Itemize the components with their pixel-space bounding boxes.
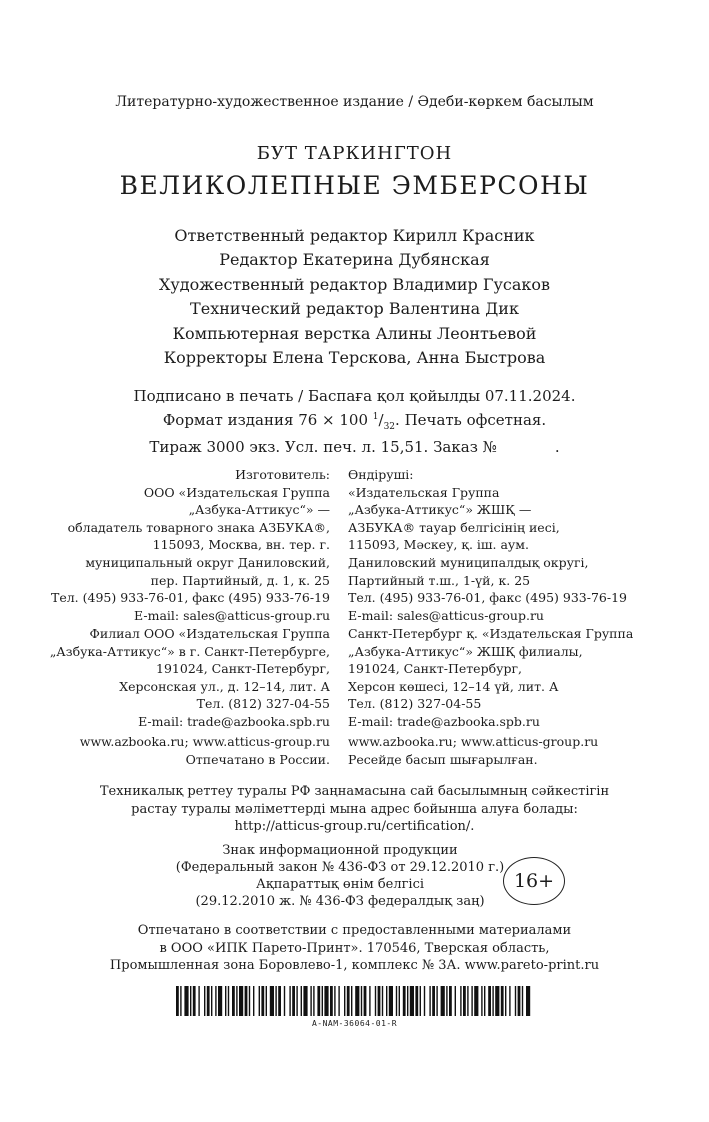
- barcode-bar: [317, 986, 320, 1016]
- barcode-bar: [275, 986, 276, 1016]
- barcode-bar: [184, 986, 188, 1016]
- barcode-bar: [492, 986, 493, 1016]
- branch-kz-line: 191024, Санкт-Петербург,: [348, 661, 522, 677]
- barcode-bar: [386, 986, 387, 1016]
- credit-line: Ответственный редактор Кирилл Красник: [174, 226, 535, 245]
- credit-line: Художественный редактор Владимир Гусаков: [158, 274, 551, 294]
- barcode-bar: [211, 986, 212, 1016]
- manufacturer-ru-line: 115093, Москва, вн. тер. г.: [152, 537, 330, 553]
- barcode-bar: [351, 986, 352, 1016]
- credits-list: [0, 224, 709, 370]
- branch-kz-line: Херсон көшесі, 12–14 үй, лит. А: [348, 678, 559, 694]
- barcode-bar: [334, 986, 335, 1016]
- barcode-bar: [225, 986, 226, 1016]
- barcode-bar: [463, 986, 466, 1016]
- printed-by-line: Промышленная зона Боровлево-1, комплекс № 3А. www.pareto-print.ru: [109, 958, 600, 973]
- branch-kz-line: Тел. (812) 327-04-55: [348, 696, 482, 712]
- info-sign-line: (29.12.2010 ж. № 436-ФЗ федералдық заң): [195, 894, 485, 909]
- tirage-line: Тираж 3000 экз. Усл. печ. л. 15,51. Заказ № .: [149, 438, 560, 456]
- barcode-bar: [526, 986, 530, 1016]
- barcode-bar: [228, 986, 229, 1016]
- barcode: [176, 986, 531, 1016]
- branch-ru-line: Филиал ООО «Издательская Группа: [89, 626, 330, 641]
- format-numerator: 1: [372, 411, 379, 422]
- manufacturer-kz-line: Тел. (495) 933-76-01, факс (495) 933-76-19: [348, 590, 627, 606]
- barcode-bar: [474, 986, 478, 1016]
- branch-kz-line: Санкт-Петербург қ. «Издательская Группа: [348, 626, 634, 641]
- manufacturer-kz-line: Партийный т.ш., 1-үй, к. 25: [348, 572, 531, 588]
- branch-kz: [348, 625, 633, 731]
- manufacturer-kz: [348, 466, 627, 624]
- barcode-bar: [266, 986, 267, 1016]
- barcode-bar: [446, 986, 447, 1016]
- barcode-bar: [403, 986, 406, 1016]
- printed-by-line: Отпечатано в соответствии с предоставленными материалами: [137, 923, 572, 938]
- barcode-bar: [261, 986, 264, 1016]
- barcode-bar: [236, 986, 237, 1016]
- barcode-bar: [441, 986, 445, 1016]
- publication-info: [0, 386, 709, 458]
- info-sign-line: Знак информационной продукции: [222, 843, 458, 858]
- barcode-bar: [344, 986, 345, 1016]
- barcode-bar: [253, 986, 254, 1016]
- barcode-bar: [410, 986, 414, 1016]
- book-author: БУТ ТАРКИНГТОН: [256, 143, 453, 164]
- barcode-bar: [364, 986, 367, 1016]
- credit-line: Корректоры Елена Терскова, Анна Быстрова: [163, 348, 546, 368]
- web-ru: [80, 733, 330, 768]
- branch-ru-line: „Азбука-Аттикус“» в г. Санкт-Петербурге,: [49, 643, 330, 659]
- barcode-bar: [259, 986, 260, 1016]
- web-kz-line: Ресейде басып шығарылған.: [348, 751, 538, 767]
- barcode-bar: [471, 986, 472, 1016]
- barcode-bar: [322, 986, 323, 1016]
- barcode-bar: [198, 986, 199, 1016]
- branch-ru-line: E-mail: trade@azbooka.spb.ru: [138, 713, 330, 729]
- web-ru-line: Отпечатано в России.: [185, 751, 330, 767]
- barcode-bar: [215, 986, 216, 1016]
- barcode-bar: [424, 986, 425, 1016]
- barcode-bar: [278, 986, 281, 1016]
- barcode-bar: [389, 986, 393, 1016]
- barcode-bar: [218, 986, 222, 1016]
- manufacturer-ru-line: Тел. (495) 933-76-01, факс (495) 933-76-19: [51, 590, 330, 606]
- barcode-bar: [382, 986, 383, 1016]
- format-line: Формат издания 76 × 100 $^1/_{32}$. Печать офсетная.: [162, 410, 547, 432]
- barcode-bar: [180, 986, 181, 1016]
- age-rating-badge: 16+: [503, 857, 565, 905]
- certification-line: растау туралы мәліметтерді мына адрес бойынша алуға болады:: [131, 801, 578, 817]
- barcode-bar: [239, 986, 243, 1016]
- barcode-bar: [509, 986, 510, 1016]
- branch-kz-line: „Азбука-Аттикус“» ЖШҚ филиалы,: [348, 643, 583, 659]
- manufacturer-kz-line: „Азбука-Аттикус“» ЖШҚ —: [348, 502, 532, 518]
- barcode-bar: [284, 986, 285, 1016]
- barcode-bar: [296, 986, 297, 1016]
- barcode-bar: [207, 986, 210, 1016]
- barcode-bar: [484, 986, 485, 1016]
- barcode-bar: [292, 986, 295, 1016]
- branch-ru: [50, 625, 330, 731]
- barcode-bar: [176, 986, 179, 1016]
- barcode-bar: [515, 986, 516, 1016]
- signed-to-print: Подписано в печать / Баспаға қол қойылды 07.11.2024.: [133, 387, 576, 405]
- manufacturer-ru-line: обладатель товарного знака АЗБУКА®,: [67, 519, 330, 535]
- barcode-bar: [518, 986, 521, 1016]
- certification-line: http://atticus-group.ru/certification/.: [234, 819, 475, 834]
- manufacturer-ru-line: E-mail: sales@atticus-group.ru: [134, 607, 330, 623]
- barcode-bar: [420, 986, 421, 1016]
- web-kz-line: www.azbooka.ru; www.atticus-group.ru: [348, 734, 599, 749]
- barcode-bar: [338, 986, 339, 1016]
- barcode-bar: [355, 986, 359, 1016]
- barcode-bar: [399, 986, 400, 1016]
- barcode-bar: [245, 986, 248, 1016]
- certification-note: [0, 783, 709, 836]
- manufacturer-kz-line: Өндіруші:: [348, 467, 414, 482]
- barcode-bar: [369, 986, 370, 1016]
- barcode-bar: [501, 986, 504, 1016]
- barcode-bar: [313, 986, 314, 1016]
- barcode-bar: [407, 986, 408, 1016]
- info-sign-line: Ақпараттық өнім белгісі: [255, 877, 425, 892]
- barcode-bar: [522, 986, 523, 1016]
- barcode-bar: [488, 986, 491, 1016]
- manufacturer-ru: [51, 466, 330, 624]
- printed-by-line: в ООО «ИПК Парето-Принт». 170546, Тверская область,: [159, 940, 550, 956]
- web-kz: [348, 733, 598, 768]
- manufacturer-ru-line: пер. Партийный, д. 1, к. 25: [150, 572, 330, 588]
- manufacturer-kz-line: E-mail: sales@atticus-group.ru: [348, 607, 544, 623]
- barcode-bar: [289, 986, 290, 1016]
- barcode-bar: [432, 986, 435, 1016]
- barcode-bar: [436, 986, 437, 1016]
- branch-kz-line: E-mail: trade@azbooka.spb.ru: [348, 713, 540, 729]
- barcode-bar: [449, 986, 452, 1016]
- branch-ru-line: Тел. (812) 327-04-55: [196, 696, 330, 712]
- barcode-bar: [495, 986, 499, 1016]
- credit-line: Компьютерная верстка Алины Леонтьевой: [172, 323, 537, 343]
- certification-line: Техникалық реттеу туралы РФ заңнамасына сай басылымның сәйкестігін: [99, 784, 610, 799]
- manufacturer-ru-line: муниципальный округ Даниловский,: [85, 554, 330, 570]
- manufacturer-kz-line: Даниловский муниципалдық округі,: [348, 554, 589, 570]
- barcode-bar: [270, 986, 274, 1016]
- barcode-bar: [347, 986, 350, 1016]
- barcode-bar: [204, 986, 205, 1016]
- branch-ru-line: Херсонская ул., д. 12–14, лит. А: [119, 678, 330, 694]
- barcode-bar: [396, 986, 397, 1016]
- credit-line: Редактор Екатерина Дубянская: [219, 250, 490, 270]
- barcode-bar: [249, 986, 250, 1016]
- barcode-label: A-NAM-36064-01-R: [311, 1019, 398, 1028]
- manufacturer-kz-line: «Издательская Группа: [348, 484, 500, 500]
- barcode-bar: [193, 986, 196, 1016]
- edition-type-header: Литературно-художественное издание / Әдеби-көркем басылым: [115, 94, 594, 110]
- printed-by: [0, 922, 709, 975]
- barcode-bar: [460, 986, 461, 1016]
- manufacturer-ru-line: ООО «Издательская Группа: [143, 484, 330, 500]
- manufacturer-kz-line: 115093, Мәскеу, қ. іш. аум.: [348, 537, 529, 553]
- barcode-bar: [467, 986, 468, 1016]
- credit-line: Технический редактор Валентина Дик: [190, 299, 519, 319]
- barcode-bar: [310, 986, 311, 1016]
- manufacturer-kz-line: АЗБУКА® тауар белгісінің иесі,: [348, 519, 560, 535]
- book-title: ВЕЛИКОЛЕПНЫЕ ЭМБЕРСОНЫ: [119, 171, 590, 200]
- barcode-bar: [361, 986, 362, 1016]
- barcode-bar: [505, 986, 506, 1016]
- barcode-bar: [481, 986, 482, 1016]
- barcode-bar: [415, 986, 418, 1016]
- barcode-bar: [324, 986, 328, 1016]
- web-ru-line: www.azbooka.ru; www.atticus-group.ru: [79, 734, 330, 749]
- barcode-bar: [378, 986, 381, 1016]
- barcode-bar: [375, 986, 376, 1016]
- barcode-bar: [303, 986, 307, 1016]
- barcode-bar: [232, 986, 235, 1016]
- barcode-bar: [190, 986, 191, 1016]
- branch-ru-line: 191024, Санкт-Петербург,: [156, 661, 330, 677]
- barcode-bar: [301, 986, 302, 1016]
- info-sign-line: (Федеральный закон № 436-ФЗ от 29.12.2010 г.): [175, 860, 505, 875]
- barcode-bar: [429, 986, 430, 1016]
- manufacturer-ru-line: Изготовитель:: [235, 467, 330, 482]
- barcode-bar: [455, 986, 456, 1016]
- barcode-bar: [330, 986, 333, 1016]
- manufacturer-ru-line: „Азбука-Аттикус“» —: [188, 502, 330, 518]
- information-sign: [150, 842, 530, 910]
- format-denominator: 32: [383, 421, 396, 432]
